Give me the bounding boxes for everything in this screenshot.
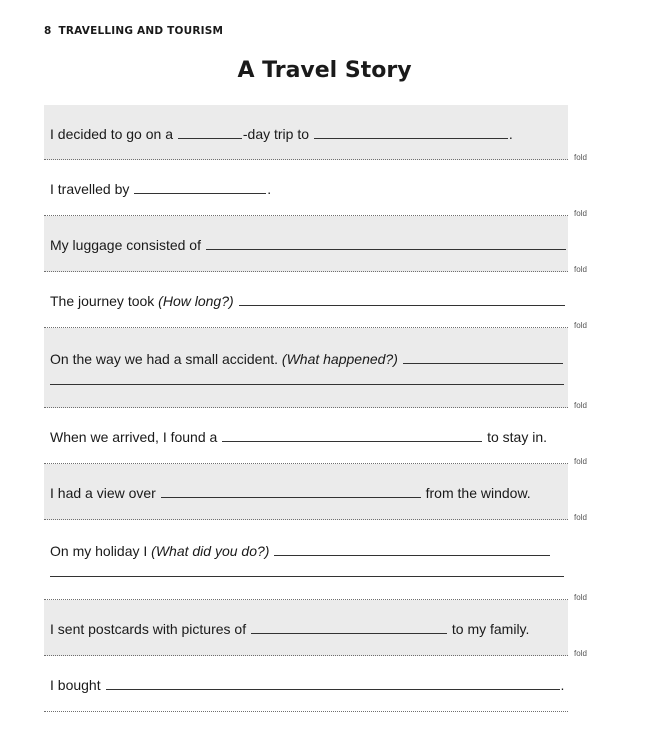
story-section-9 xyxy=(44,600,568,656)
page-title: A Travel Story xyxy=(237,58,412,83)
sentence-text: -day trip to xyxy=(242,126,313,142)
sentence-line xyxy=(50,484,531,502)
page-number: 8 xyxy=(44,25,52,37)
story-section-6 xyxy=(44,408,568,464)
sentence-text: to my family. xyxy=(447,621,530,637)
sentence-line xyxy=(50,292,566,310)
fold-label: fold xyxy=(574,513,587,522)
story-section-2 xyxy=(44,160,568,216)
answer-blank[interactable] xyxy=(134,180,266,194)
answer-blank[interactable] xyxy=(239,292,565,306)
story-section-7 xyxy=(44,464,568,520)
sentence-text: My luggage consisted of xyxy=(50,237,205,253)
story-section-1 xyxy=(44,105,568,160)
answer-blank[interactable] xyxy=(314,125,508,139)
sentence-text: I decided to go on a xyxy=(50,126,177,142)
question-prompt: (What happened?) xyxy=(281,351,398,367)
sentence-line xyxy=(50,350,564,368)
page-header xyxy=(44,25,223,37)
sentence-text: I bought xyxy=(50,677,105,693)
answer-blank[interactable] xyxy=(251,620,447,634)
fold-label: fold xyxy=(574,593,587,602)
fold-label: fold xyxy=(574,457,587,466)
sentence-text: . xyxy=(267,181,272,197)
answer-blank[interactable] xyxy=(161,484,421,498)
sentence-text: On my holiday I xyxy=(50,543,152,559)
question-prompt: (What did you do?) xyxy=(151,543,270,559)
fold-label: fold xyxy=(574,401,587,410)
sentence-line xyxy=(50,428,547,446)
fold-label: fold xyxy=(574,209,587,218)
sentence-text: I sent postcards with pictures of xyxy=(50,621,250,637)
story-section-3 xyxy=(44,216,568,272)
sentence-text: I had a view over xyxy=(50,485,160,501)
sentence-text: from the window. xyxy=(421,485,531,501)
sentence-text: The journey took xyxy=(50,293,159,309)
sentence-line xyxy=(50,125,513,143)
sentence-text: On the way we had a small accident. xyxy=(50,351,282,367)
sentence-text: When we arrived, I found a xyxy=(50,429,222,445)
story-section-10 xyxy=(44,656,568,712)
sentence-line xyxy=(50,236,567,254)
question-prompt: (How long?) xyxy=(158,293,234,309)
sentence-text: . xyxy=(508,126,513,142)
answer-blank[interactable] xyxy=(178,125,242,139)
fold-label: fold xyxy=(574,153,587,162)
fold-label: fold xyxy=(574,649,587,658)
fold-label: fold xyxy=(574,321,587,330)
sentence-text: . xyxy=(560,677,565,693)
sentence-line xyxy=(50,542,551,560)
story-section-5 xyxy=(44,328,568,408)
sentence-line xyxy=(50,620,529,638)
answer-blank[interactable] xyxy=(274,542,550,556)
answer-line[interactable] xyxy=(50,384,564,385)
answer-blank[interactable] xyxy=(222,428,482,442)
sentence-line xyxy=(50,180,271,198)
fold-label: fold xyxy=(574,265,587,274)
answer-blank[interactable] xyxy=(403,350,563,364)
answer-blank[interactable] xyxy=(206,236,566,250)
answer-line[interactable] xyxy=(50,576,564,577)
section-title: TRAVELLING AND TOURISM xyxy=(58,25,224,37)
answer-blank[interactable] xyxy=(106,676,560,690)
story-section-4 xyxy=(44,272,568,328)
sentence-text: I travelled by xyxy=(50,181,134,197)
sentence-line xyxy=(50,676,564,694)
sentence-text: to stay in. xyxy=(483,429,548,445)
story-section-8 xyxy=(44,520,568,600)
